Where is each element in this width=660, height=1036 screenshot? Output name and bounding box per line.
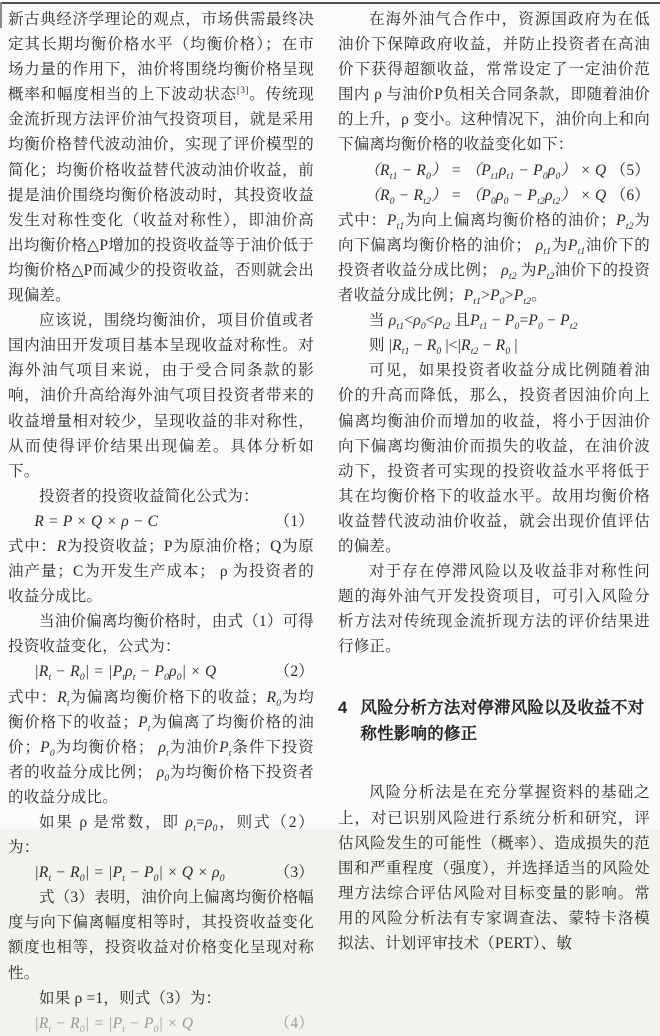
paragraph: 投资者的投资收益简化公式为：	[39, 487, 259, 505]
top-border-rule	[0, 2, 660, 4]
formula-3-body: $|R_t - R_0| = |P_t - P_0| \times Q \times \rho_0$	[34, 864, 225, 885]
section-title: 风险分析方法对停滞风险以及收益不对称性影响的修正	[360, 699, 645, 744]
formula-1	[8, 509, 314, 534]
paragraph: 如果 ρ 是常数，即 $\rho_t=\rho_0$，则式（2）为：	[8, 814, 314, 857]
formula-4-number: （4）	[274, 1014, 314, 1032]
paragraph: 应该说，围绕均衡油价，项目价值或者国内油田开发项目基本呈现收益对称性。对海外油气项目来说，由于受合同条款的影响，油价升高给海外油气项目投资者带来的收益增量相对较少，呈现收益的非对称性，从而使得评价结果出现偏差。具体分析如下。	[8, 312, 314, 480]
paragraph: 式（3）表明，油价向上偏离均衡价格幅度与向下偏离幅度相等时，其投资收益变化额度也相等，投资收益对价格变化呈现对称性。	[8, 889, 314, 982]
formula-2-number: （2）	[274, 663, 314, 681]
paragraph: 式中：R为投资收益；P为原油价格；Q为原油产量；C为开发生产成本； ρ 为投资者的收益分成比。	[8, 537, 315, 606]
left-column	[8, 7, 315, 1035]
formula-5-number: （5）	[610, 161, 650, 179]
formula-1-number: （1）	[274, 512, 314, 530]
formula-6-body: $(R_0 - R_{t2}) = (P_0\rho_0 - P_{t2}\rho_{t2}) \times Q$	[364, 186, 607, 207]
section-heading	[338, 695, 650, 747]
condition-line-1: 当 $\rho_{t1}<\rho_0<\rho_{t2}$ 且$P_{t1} - P_0=P_0 - P_{t2}$	[369, 312, 578, 333]
formula-5-body: $(R_{t1} - R_0) = (P_{t1}\rho_{t1} - P_0\rho_0) \times Q$	[364, 161, 607, 182]
paragraph: 式中：$P_{t1}$为向上偏离均衡价格的油价；$P_{t2}$为向下偏离均衡价格的油价； $\rho_{t1}$为$P_{t1}$油价下的投资者收益分成比例； $\rho_{t2}$ 为$P_{t2}$油价下的投资者收益分成比例；$P_{t1}>P_0>P_{t2}$。	[338, 211, 651, 308]
formula-6-number: （6）	[610, 186, 650, 204]
paragraph: 可见，如果投资者收益分成比例随着油价的升高而降低，那么，投资者因油价向上偏离均衡油价而增加的收益，将小于因油价向下偏离均衡油价而损失的收益，在油价波动下，投资者可实现的投资收益水平将低于其在均衡价格下的收益水平。故用均衡价格收益替代波动油价收益，就会出现价值评估的偏差。	[338, 362, 650, 555]
paragraph: 对于存在停滞风险以及收益非对称性问题的海外油气开发投资项目，可引入风险分析方法对传统现金流折现方法的评价结果进行修正。	[338, 563, 650, 656]
condition-line-2: 则 $|R_{t1} - R_0$ $|<|R_{t2} - R_0$ |	[369, 337, 518, 358]
formula-5	[338, 158, 650, 183]
right-column	[338, 7, 650, 1015]
paragraph: 如果 ρ =1，则式（3）为：	[39, 989, 222, 1007]
formula-1-body: R = P × Q × ρ − C	[34, 512, 159, 530]
section-number: 4	[338, 699, 348, 718]
formula-6	[338, 183, 650, 208]
formula-4-clipped	[8, 1011, 314, 1035]
formula-3	[8, 860, 314, 885]
paragraph: 在海外油气合作中，资源国政府为在低油价下保障政府收益，并防止投资者在高油价下获得超额收益，常常设定了一定油价范围内 ρ 与油价P负相关合同条款，即随着油价的上升，ρ 变小。这种情况下，油价向上和向下偏离均衡价格的收益变化如下：	[338, 11, 650, 154]
paragraph: 风险分析法是在充分掌握资料的基础之上，对已识别风险进行系统分析和研究，评估风险发生的可能性（概率）、造成损失的范围和严重程度（强度），并选择适当的风险处理方法综合评估风险对目标变量的影响。常用的风险分析法有专家调查法、蒙特卡洛模拟法、计划评审技术（PERT）、敏	[338, 784, 650, 952]
formula-2	[8, 659, 314, 684]
paragraph: 新古典经济学理论的观点，市场供需最终决定其长期均衡价格水平（均衡价格）；在市场力量的作用下，油价将围绕均衡价格呈现概率和幅度相当的上下波动状态[3]。传统现金流折现方法评价油气投资项目，就是采用均衡价格替代波动油价，实现了评价模型的简化；均衡价格收益替代波动油价收益，前提是油价围绕均衡价格波动时，其投资收益发生对称性变化（收益对称性），即油价高出均衡价格△P增加的投资收益等于油价低于均衡价格△P而减少的投资收益，否则就会出现偏差。	[8, 11, 314, 305]
formula-2-body: $|R_t - R_0| = |P_t\rho_t - P_0\rho_0| \times Q$	[34, 663, 217, 684]
formula-3-number: （3）	[274, 864, 314, 882]
formula-4-body: $|R_t - R_0| = |P_t - P_0| \times Q$	[34, 1014, 194, 1035]
left-border-tick	[0, 2, 2, 28]
paragraph: 当油价偏离均衡价格时，由式（1）可得投资收益变化，公式为：	[8, 613, 314, 656]
paragraph: 式中：$R_t$为偏离均衡价格下的收益；$R_0$为均衡价格下的收益；$P_t$为偏离了均衡价格的油价；$P_0$为均衡价格； $\rho_t$为油价$P_t$条件下投资者的收益分成比例； $\rho_0$为均衡价格下投资者的收益分成比。	[8, 688, 314, 806]
